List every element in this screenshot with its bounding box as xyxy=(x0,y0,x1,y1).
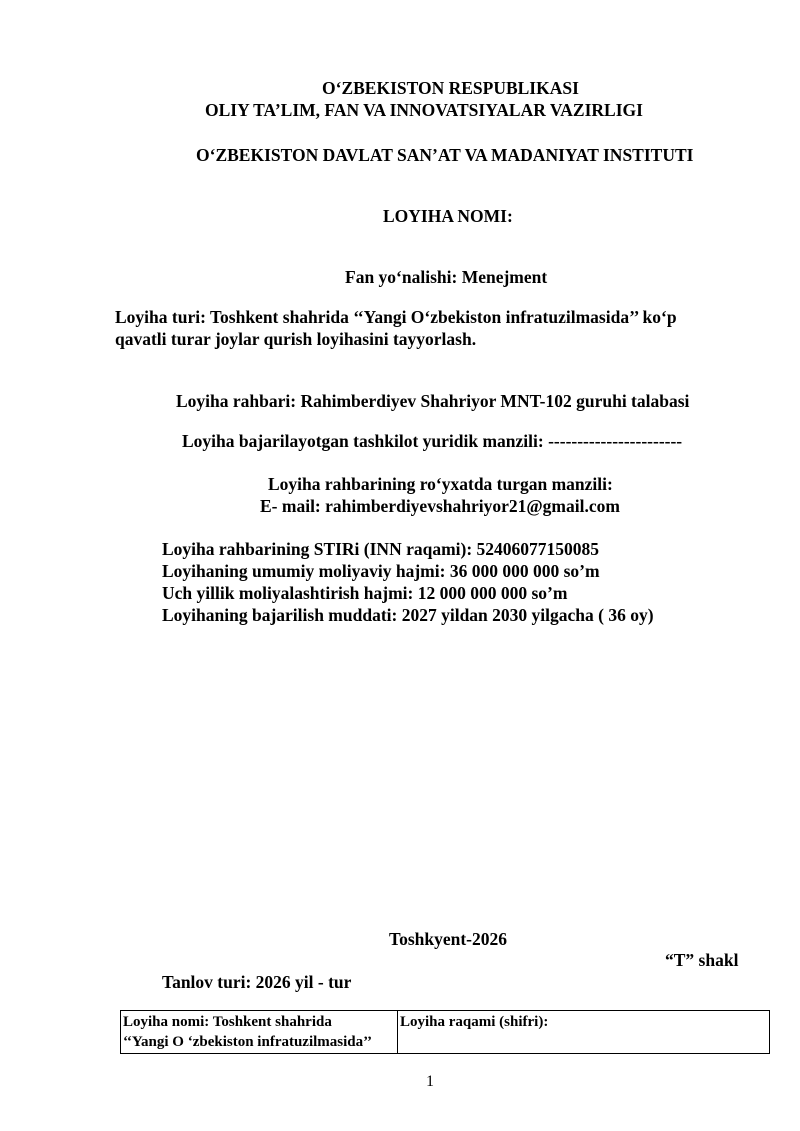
org-address: Loyiha bajarilayotgan tashkilot yuridik manzili: ----------------------- xyxy=(182,431,683,451)
project-duration: Loyihaning bajarilish muddati: 2027 yildan 2030 yilgacha ( 36 oy) xyxy=(162,605,654,625)
competition-type: Tanlov turi: 2026 yil - tur xyxy=(162,972,352,992)
institute-heading: O‘ZBEKISTON DAVLAT SAN’AT VA MADANIYAT INSTITUTI xyxy=(196,145,694,165)
page-number: 1 xyxy=(426,1073,434,1090)
form-label: “T” shakl xyxy=(665,950,739,970)
email: E- mail: rahimberdiyevshahriyor21@gmail.com xyxy=(260,496,620,516)
table-row xyxy=(121,1011,770,1054)
total-finance: Loyihaning umumiy moliyaviy hajmi: 36 000 000 000 so’m xyxy=(162,561,600,581)
ministry-heading: OLIY TA’LIM, FAN VA INNOVATSIYALAR VAZIRLIGI xyxy=(205,100,643,120)
project-title-label: LOYIHA NOMI: xyxy=(383,206,513,226)
project-leader: Loyiha rahbari: Rahimberdiyev Shahriyor MNT-102 guruhi talabasi xyxy=(176,391,690,411)
project-info-table xyxy=(120,1010,770,1054)
three-year-finance: Uch yillik moliyalashtirish hajmi: 12 000 000 000 so’m xyxy=(162,583,568,603)
republic-heading: O‘ZBEKISTON RESPUBLIKASI xyxy=(322,78,579,98)
project-type-line2: qavatli turar joylar qurish loyihasini tayyorlash. xyxy=(115,329,477,349)
city-year: Toshkyent-2026 xyxy=(389,929,507,949)
project-number-cell xyxy=(398,1011,770,1054)
project-name-cell-line2: ‘‘Yangi O ‘zbekiston infratuzilmasida’’ xyxy=(123,1034,373,1050)
project-name-cell-line1: Loyiha nomi: Toshkent shahrida xyxy=(123,1014,332,1030)
stir-number: Loyiha rahbarining STIRi (INN raqami): 52406077150085 xyxy=(162,539,600,559)
field-of-study: Fan yo‘nalishi: Menejment xyxy=(345,267,548,287)
leader-address: Loyiha rahbarining ro‘yxatda turgan manzili: xyxy=(268,474,613,494)
project-type-line1: Loyiha turi: Toshkent shahrida ‘‘Yangi O‘zbekiston infratuzilmasida’’ ko‘p xyxy=(115,307,677,327)
project-name-cell xyxy=(121,1011,398,1054)
project-number-label: Loyiha raqami (shifri): xyxy=(400,1014,549,1030)
